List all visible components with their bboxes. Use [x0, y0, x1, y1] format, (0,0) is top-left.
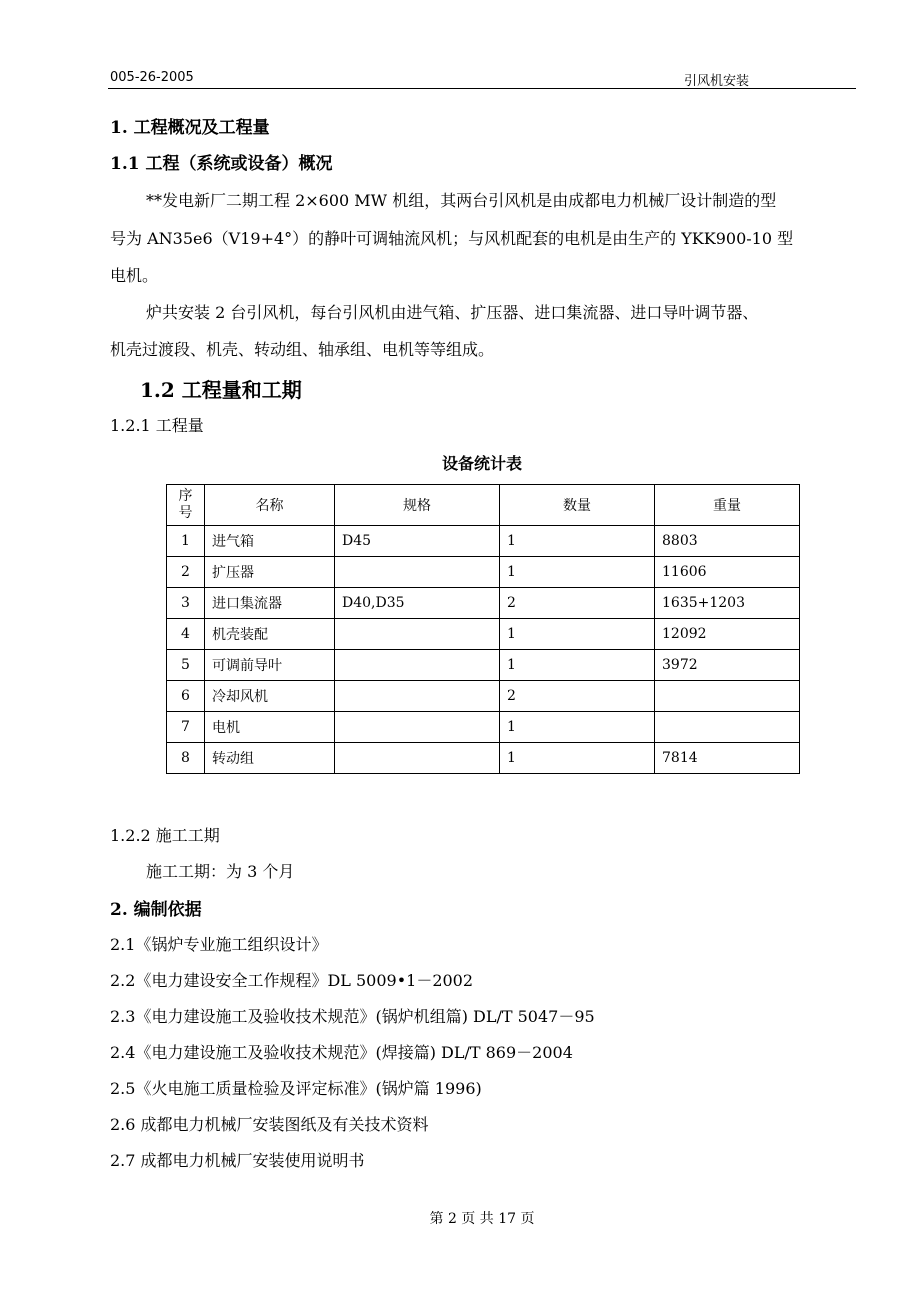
section-1-1-heading: 1.1 工程（系统或设备）概况: [110, 154, 333, 174]
column-header-spec: 规格: [335, 485, 500, 526]
cell-no: 3: [167, 588, 205, 619]
cell-no: 7: [167, 712, 205, 743]
column-header-name: 名称: [205, 485, 335, 526]
table-row: [167, 650, 800, 681]
table-row: [167, 557, 800, 588]
cell-qty: 2: [500, 681, 655, 712]
reference-item: 2.4《电力建设施工及验收技术规范》(焊接篇) DL/T 869－2004: [110, 1043, 573, 1062]
cell-name: 进气箱: [205, 526, 335, 557]
cell-spec: [335, 743, 500, 774]
section-1-2-1-heading: 1.2.1 工程量: [110, 416, 204, 435]
cell-qty: 1: [500, 743, 655, 774]
overview-paragraph-line-3: 电机。: [110, 266, 159, 285]
reference-item: 2.3《电力建设施工及验收技术规范》(锅炉机组篇) DL/T 5047－95: [110, 1007, 595, 1026]
cell-weight: 7814: [655, 743, 800, 774]
cell-spec: [335, 650, 500, 681]
composition-paragraph-line-1: 炉共安装 2 台引风机，每台引风机由进气箱、扩压器、进口集流器、进口导叶调节器、: [146, 303, 759, 322]
column-header-no: [167, 485, 205, 526]
cell-qty: 1: [500, 712, 655, 743]
reference-item: 2.1《锅炉专业施工组织设计》: [110, 935, 328, 954]
page-number-footer: 第 2 页 共 17 页: [429, 1211, 535, 1227]
cell-spec: D40,D35: [335, 588, 500, 619]
composition-paragraph-line-2: 机壳过渡段、机壳、转动组、轴承组、电机等等组成。: [110, 340, 495, 359]
reference-item: 2.6 成都电力机械厂安装图纸及有关技术资料: [110, 1115, 429, 1134]
cell-spec: [335, 557, 500, 588]
cell-qty: 1: [500, 619, 655, 650]
reference-item: 2.7 成都电力机械厂安装使用说明书: [110, 1151, 365, 1170]
cell-spec: D45: [335, 526, 500, 557]
reference-item: 2.5《火电施工质量检验及评定标准》(锅炉篇 1996): [110, 1079, 482, 1098]
cell-spec: [335, 681, 500, 712]
cell-spec: [335, 619, 500, 650]
cell-name: 扩压器: [205, 557, 335, 588]
cell-weight: [655, 681, 800, 712]
cell-weight: [655, 712, 800, 743]
reference-item: 2.2《电力建设安全工作规程》DL 5009•1－2002: [110, 971, 474, 990]
cell-name: 进口集流器: [205, 588, 335, 619]
cell-qty: 1: [500, 557, 655, 588]
cell-weight: 1635+1203: [655, 588, 800, 619]
column-header-weight: 重量: [655, 485, 800, 526]
cell-weight: 12092: [655, 619, 800, 650]
header-doc-title: 引风机安装: [684, 74, 750, 89]
cell-name: 冷却风机: [205, 681, 335, 712]
cell-qty: 1: [500, 650, 655, 681]
header-doc-number: 005-26-2005: [110, 70, 194, 85]
section-1-2-2-heading: 1.2.2 施工工期: [110, 826, 220, 845]
cell-name: 机壳装配: [205, 619, 335, 650]
cell-qty: 2: [500, 588, 655, 619]
table-row: [167, 681, 800, 712]
table-row: [167, 619, 800, 650]
section-2-heading: 2. 编制依据: [110, 900, 202, 920]
cell-spec: [335, 712, 500, 743]
cell-name: 转动组: [205, 743, 335, 774]
cell-qty: 1: [500, 526, 655, 557]
cell-name: 可调前导叶: [205, 650, 335, 681]
column-header-qty: 数量: [500, 485, 655, 526]
column-header-no-line2: 号: [178, 505, 193, 521]
table-row: [167, 588, 800, 619]
table-row: [167, 712, 800, 743]
overview-paragraph-line-2: 号为 AN35e6（V19+4°）的静叶可调轴流风机；与风机配套的电机是由生产的 YKK900-10 型: [110, 229, 794, 248]
cell-no: 8: [167, 743, 205, 774]
cell-no: 5: [167, 650, 205, 681]
cell-weight: 11606: [655, 557, 800, 588]
table-row: [167, 526, 800, 557]
equipment-table: [166, 484, 800, 774]
table-row: [167, 743, 800, 774]
section-1-heading: 1. 工程概况及工程量: [110, 118, 270, 138]
cell-weight: 8803: [655, 526, 800, 557]
section-1-2-heading: 1.2 工程量和工期: [140, 378, 302, 402]
overview-paragraph-line-1: **发电新厂二期工程 2×600 MW 机组，其两台引风机是由成都电力机械厂设计制造的型: [146, 191, 777, 210]
construction-duration: 施工工期：为 3 个月: [146, 862, 295, 881]
cell-no: 6: [167, 681, 205, 712]
cell-weight: 3972: [655, 650, 800, 681]
header-divider: [108, 88, 856, 89]
cell-no: 4: [167, 619, 205, 650]
cell-no: 1: [167, 526, 205, 557]
column-header-no-line1: 序: [178, 488, 193, 504]
equipment-table-title: 设备统计表: [441, 454, 522, 473]
cell-no: 2: [167, 557, 205, 588]
equipment-table-header-row: [167, 485, 800, 526]
cell-name: 电机: [205, 712, 335, 743]
